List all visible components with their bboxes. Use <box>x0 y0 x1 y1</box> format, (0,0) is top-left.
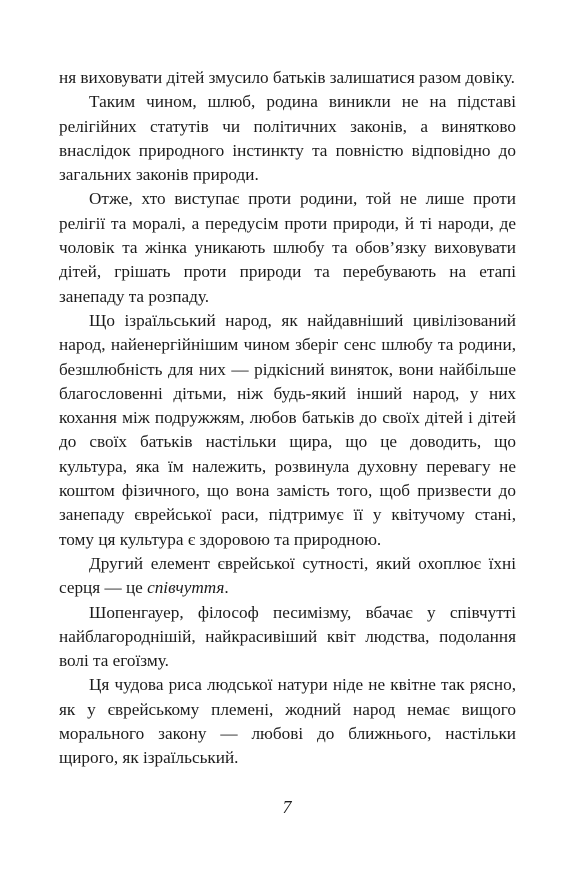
paragraph-continuation: ня виховувати дітей змусило батьків залишатися разом довіку. <box>59 68 515 87</box>
paragraph-israelite-people: Що ізраїльський народ, як найдавніший цивілізований народ, найенергійнішим чином зберіг сенс шлюбу та родини, безшлюбність для них — рідкісний виняток, вони найбільше благословенні дітьми, ніж будь-який інший народ, у них кохання між подружжям, любов батьків до своїх дітей і дітей до своїх батьків настільки щира, що це доводить, що культура, яка їм належить, розвинула духовну перевагу не коштом фізичного, що вона замість того, щоб призвести до занепаду єврейської раси, підтримує її у квітучому стані, тому ця культура є здоровою та природною. <box>59 310 516 549</box>
second-element-end: . <box>224 578 229 598</box>
body-text <box>59 66 516 771</box>
paragraph-human-nature: Ця чудова риса людської натури ніде не квітне так рясно, як у єврейському племені, жодний народ немає вищого морального закону — любові до ближнього, настільки щирого, як ізраїльський. <box>59 675 516 768</box>
paragraph-marriage-origin: Таким чином, шлюб, родина виникли не на підставі релігійних статутів чи політичних законів, а винятково внаслідок природного інстинкту та повністю відповідно до загальних законів природи. <box>59 92 516 185</box>
second-element-text: Другий елемент єврейської сутності, який охоплює їхні серця — це <box>59 553 516 598</box>
paragraph-against-family: Отже, хто виступає проти родини, той не лише проти релігії та моралі, а передусім проти природи, й ті народи, де чоловік та жінка уникають шлюбу та обов’язку виховувати дітей, грішать проти природи та перебувають на етапі занепаду та розпаду. <box>59 189 516 306</box>
emphasis-sympathy: співчуття <box>147 578 225 598</box>
page-number: 7 <box>282 797 292 817</box>
paragraph-second-element <box>59 552 516 601</box>
paragraph-schopenhauer: Шопенгауер, філософ песимізму, вбачає у співчутті найблагороднішій, найкрасивіший квіт людства, подолання волі та егоїзму. <box>59 602 516 671</box>
